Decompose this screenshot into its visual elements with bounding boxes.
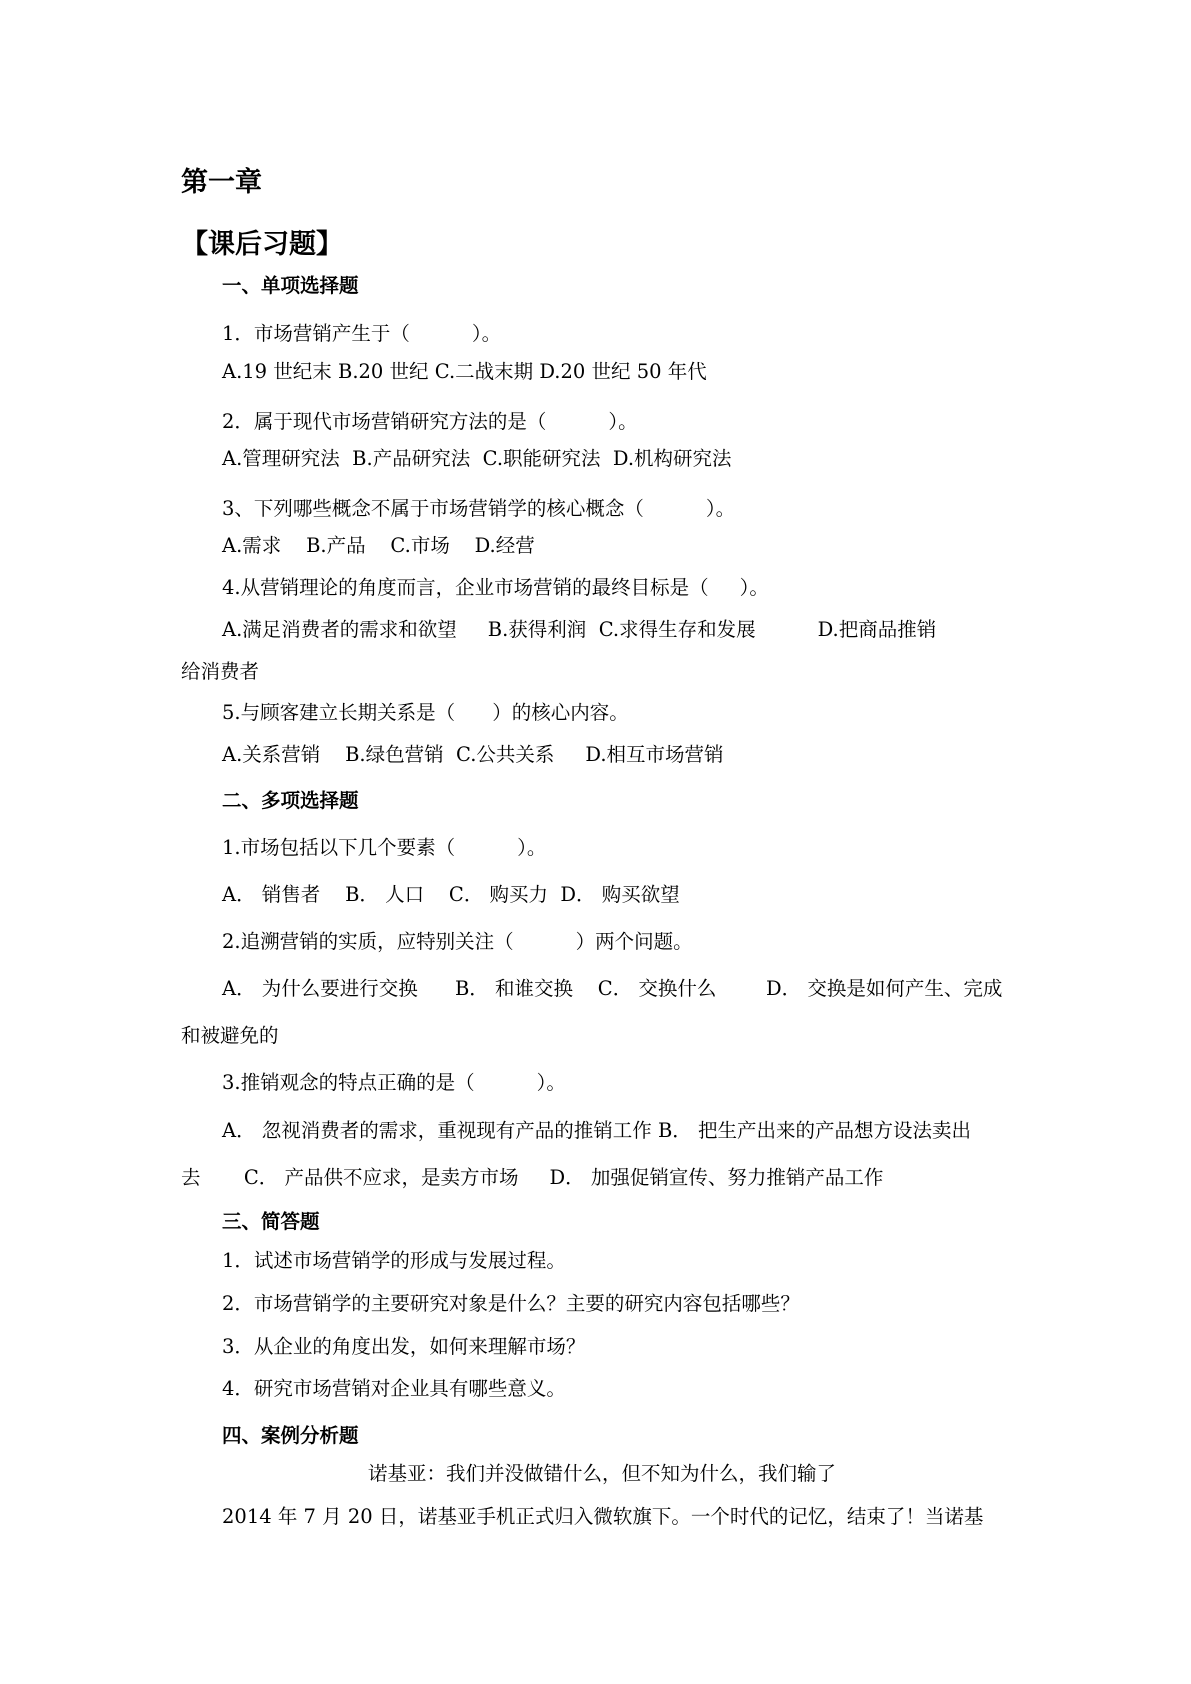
section-title: 【课后习题】 [181, 229, 343, 260]
part1-q2: 2．属于现代市场营销研究方法的是（ ）。 [222, 410, 638, 433]
part1-q5-options: A.关系营销 B.绿色营销 C.公共关系 D.相互市场营销 [222, 743, 724, 766]
part3-q1: 1．试述市场营销学的形成与发展过程。 [222, 1249, 566, 1272]
part2-q1: 1.市场包括以下几个要素（ ）。 [222, 836, 547, 859]
part1-q3: 3、下列哪些概念不属于市场营销学的核心概念（ ）。 [222, 497, 736, 520]
case-title: 诺基亚：我们并没做错什么，但不知为什么，我们输了 [368, 1462, 837, 1485]
part2-q2-options-cont: 和被避免的 [181, 1024, 279, 1047]
part2-q2: 2.追溯营销的实质，应特别关注（ ）两个问题。 [222, 930, 693, 953]
part2-heading: 二、多项选择题 [222, 789, 359, 812]
part3-q3: 3．从企业的角度出发，如何来理解市场？ [222, 1335, 586, 1358]
part1-q3-options: A.需求 B.产品 C.市场 D.经营 [222, 534, 535, 557]
part3-q2: 2．市场营销学的主要研究对象是什么？主要的研究内容包括哪些？ [222, 1292, 800, 1315]
part3-q4: 4．研究市场营销对企业具有哪些意义。 [222, 1377, 566, 1400]
part3-heading: 三、简答题 [222, 1210, 320, 1233]
part2-q3-options: A． 忽视消费者的需求，重视现有产品的推销工作 B． 把生产出来的产品想方设法卖出 [222, 1119, 972, 1142]
case-paragraph: 2014 年 7 月 20 日，诺基亚手机正式归入微软旗下。一个时代的记忆，结束了！当诺基 [222, 1505, 984, 1528]
chapter-title: 第一章 [181, 167, 262, 198]
part1-heading: 一、单项选择题 [222, 274, 359, 297]
part2-q3: 3.推销观念的特点正确的是（ ）。 [222, 1071, 566, 1094]
part2-q1-options: A． 销售者 B． 人口 C． 购买力 D． 购买欲望 [222, 883, 680, 906]
part2-q2-options: A． 为什么要进行交换 B． 和谁交换 C． 交换什么 D． 交换是如何产生、完成 [222, 977, 1003, 1000]
part1-q4-options: A.满足消费者的需求和欲望 B.获得利润 C.求得生存和发展 D.把商品推销 [222, 618, 937, 641]
part1-q4-options-cont: 给消费者 [181, 660, 260, 683]
part2-q3-options-cont: 去 C． 产品供不应求，是卖方市场 D． 加强促销宣传、努力推销产品工作 [181, 1166, 884, 1189]
part1-q1-options: A.19 世纪末 B.20 世纪 C.二战末期 D.20 世纪 50 年代 [222, 360, 707, 383]
part1-q5: 5.与顾客建立长期关系是（ ）的核心内容。 [222, 701, 629, 724]
part1-q4: 4.从营销理论的角度而言，企业市场营销的最终目标是（ ）。 [222, 576, 769, 599]
part1-q1: 1．市场营销产生于（ ）。 [222, 322, 502, 345]
part4-heading: 四、案例分析题 [222, 1424, 359, 1447]
part1-q2-options: A.管理研究法 B.产品研究法 C.职能研究法 D.机构研究法 [222, 447, 732, 470]
